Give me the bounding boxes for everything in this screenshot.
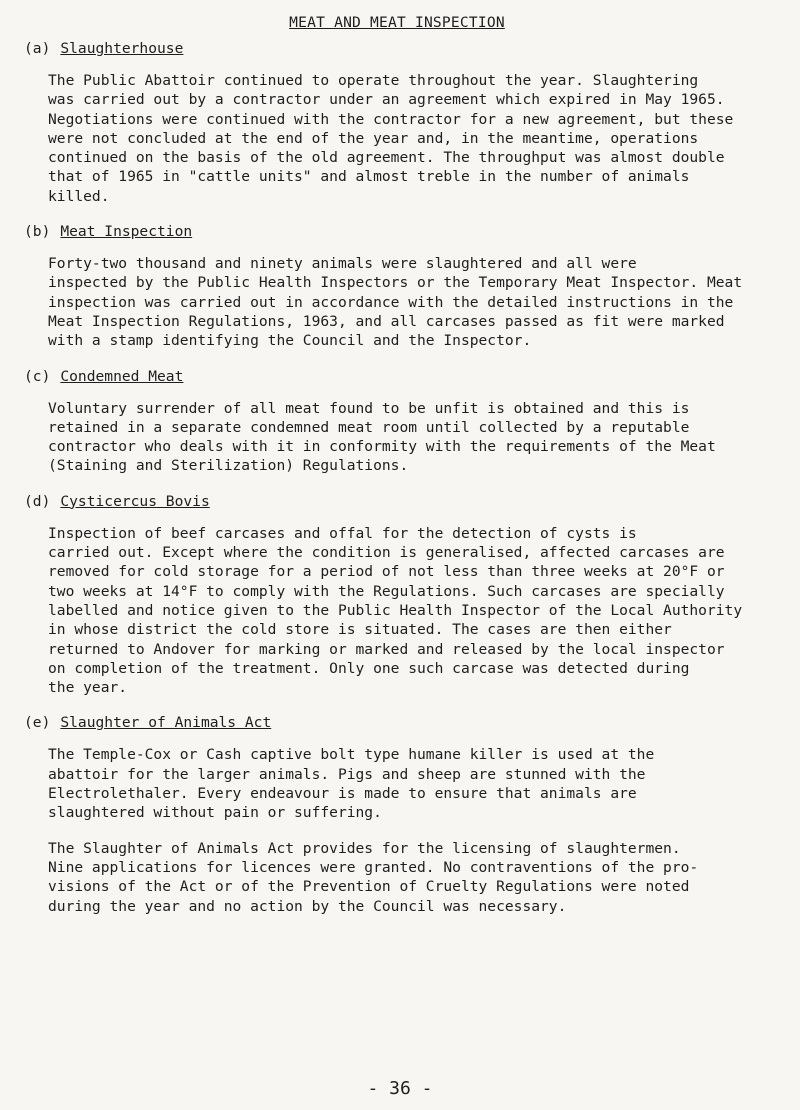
paragraph: Forty-two thousand and ninety animals were slaughtered and all were inspected by the Public Health Inspectors or the Temporary Meat Inspector. Meat inspection was carried out in accordance with the detailed instructions in the Meat Inspection Regulations, 1963, and all carcases passed as fit were marked with a stamp identifying the Council and the Inspector. <box>48 255 743 350</box>
paragraph: The Temple-Cox or Cash captive bolt type humane killer is used at the abattoir for the larger animals. Pigs and sheep are stunned with the Electrolethaler. Every endeavour is made to ensure that animals are slaughtered without pain or suffering. <box>48 746 655 822</box>
page-number: - 36 - <box>367 1078 433 1099</box>
section-heading-label: Slaughterhouse <box>60 40 184 57</box>
section-letter: (e) <box>24 714 51 732</box>
section-letter: (b) <box>24 223 51 241</box>
section-heading <box>24 492 770 512</box>
section-letter: (d) <box>24 492 51 510</box>
section-heading-label: Condemned Meat <box>60 367 184 385</box>
paragraph: The Public Abattoir continued to operate throughout the year. Slaughtering was carried out by a contractor under an agreement which expired in May 1965. Negotiations were continued with the contractor for a new agreement, but these were not concluded at the end of the year and, in the meantime, operations continued on the basis of the old agreement. The throughput was almost double that of 1965 in "cattle units" and almost treble in the number of animals killed. <box>48 72 734 205</box>
section-slaughter-of-animals-act <box>24 713 770 915</box>
paragraph: Inspection of beef carcases and offal for the detection of cysts is carried out. Except where the condition is generalised, affected carcases are removed for cold storage for a period of not less than three weeks at 20°F or two weeks at 14°F to comply with the Regulations. Such carcases are specially labelled and notice given to the Public Health Inspector of the Local Authority in whose district the cold store is situated. The cases are then either returned to Andover for marking or marked and released by the local inspector on completion of the treatment. Only one such carcase was detected during the year. <box>48 524 743 697</box>
section-letter: (a) <box>24 40 51 57</box>
section-slaughterhouse <box>24 39 770 206</box>
section-heading <box>24 713 770 733</box>
section-meat-inspection <box>24 222 770 350</box>
section-condemned-meat <box>24 367 770 476</box>
section-heading <box>24 222 770 242</box>
section-heading <box>24 39 770 59</box>
section-heading <box>24 367 770 387</box>
section-heading-label: Slaughter of Animals Act <box>60 714 272 732</box>
paragraph: The Slaughter of Animals Act provides for the licensing of slaughtermen. Nine applications for licences were granted. No contraventions of the pro- visions of the Act or of the Prevention of Cruelty Regulations were noted during the year and no action by the Council was necessary. <box>48 839 699 915</box>
section-heading-label: Cysticercus Bovis <box>60 492 210 510</box>
page-title: MEAT AND MEAT INSPECTION <box>289 14 505 31</box>
section-letter: (c) <box>24 367 51 385</box>
section-heading-label: Meat Inspection <box>60 223 193 241</box>
section-cysticercus-bovis <box>24 492 770 698</box>
paragraph: Voluntary surrender of all meat found to be unfit is obtained and this is retained in a separate condemned meat room until collected by a reputable contractor who deals with it in conformity with the requirements of the Meat (Staining and Sterilization) Regulations. <box>48 399 716 475</box>
